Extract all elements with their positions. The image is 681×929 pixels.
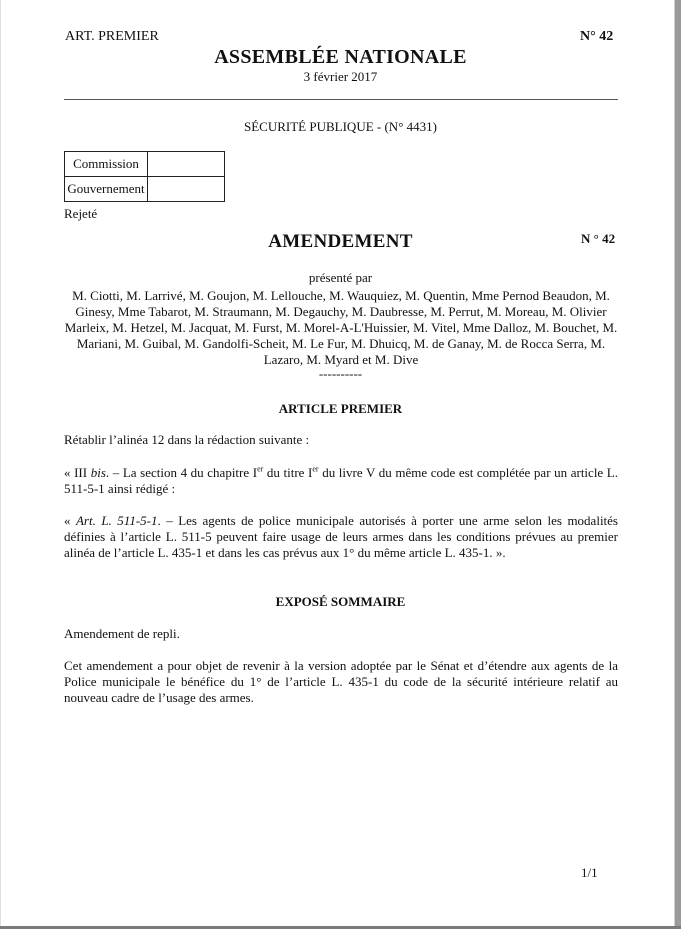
text-run: du titre I xyxy=(263,465,313,480)
article-label: ART. PREMIER xyxy=(65,29,159,44)
text-run: « III xyxy=(64,465,91,480)
document-date: 3 février 2017 xyxy=(303,69,378,84)
separator: ---------- xyxy=(318,366,363,381)
page-edge-left xyxy=(0,0,1,929)
assembly-title: ASSEMBLÉE NATIONALE xyxy=(214,46,467,68)
table-cell-value xyxy=(148,152,225,177)
presented-by: présenté par xyxy=(308,270,373,285)
authors-list: M. Ciotti, M. Larrivé, M. Goujon, M. Lellouche, M. Wauquiez, M. Quentin, Mme Pernod Beaudon, M. Ginesy, Mme Tabarot, M. Straumann, M. Degauchy, M. Daubresse, M. Perrut, M. Moreau, M. Olivier Marleix, M. Hetzel, M. Jacquat, M. Furst, M. Morel-A-L'Huissier, M. Vitel, Mme Dalloz, M. Bouchet, M. Mariani, M. Guibal, M. Gandolfi-Scheit, M. Le Fur, M. Dhuicq, M. de Ganay, M. de Rocca Serra, M. Lazaro, M. Myard et M. Dive xyxy=(64,288,618,367)
text-run: . – Les agents de police municipale autorisés à porter une arme selon les modalités définies à l’article L. 511-5 peuvent faire usage de leurs armes dans les conditions prévues au premier alinéa de l’article L. 435-1 et dans les cas prévus aux 1° du même article L. 435-1. ». xyxy=(64,513,618,560)
amendment-number: N ° 42 xyxy=(581,231,616,246)
table-cell-value xyxy=(148,177,225,202)
article-paragraph-2 xyxy=(64,513,618,561)
table-row xyxy=(65,152,225,177)
superscript: er xyxy=(257,464,264,474)
status-text: Rejeté xyxy=(64,206,98,221)
amendment-title: AMENDEMENT xyxy=(268,231,413,252)
text-run: du livre V du même code est complétée par un article L. 511-5-1 ainsi rédigé : xyxy=(64,465,618,496)
summary-heading: EXPOSÉ SOMMAIRE xyxy=(275,594,406,609)
header-rule xyxy=(64,99,618,100)
sort-table xyxy=(64,151,225,202)
article-intro: Rétablir l’alinéa 12 dans la rédaction suivante : xyxy=(64,432,310,447)
table-cell-label: Gouvernement xyxy=(65,177,148,202)
text-run-italic: Art. L. 511-5-1 xyxy=(75,513,158,528)
article-heading: ARTICLE PREMIER xyxy=(278,401,403,416)
bill-subject: SÉCURITÉ PUBLIQUE - (N° 4431) xyxy=(244,119,437,134)
table-row xyxy=(65,177,225,202)
page-number: 1/1 xyxy=(581,865,598,880)
superscript: er xyxy=(312,464,319,474)
summary-paragraph-2: Cet amendement a pour objet de revenir à la version adoptée par le Sénat et d’étendre aux agents de la Police municipale le bénéfice du 1° de l’article L. 435-1 du code de la sécurité intérieure relatif au nouveau cadre de l’usage des armes. xyxy=(64,658,618,705)
table-cell-label: Commission xyxy=(65,152,148,177)
text-run-italic: bis xyxy=(90,465,106,480)
text-run: « xyxy=(64,513,76,528)
article-paragraph-1 xyxy=(64,465,618,497)
summary-paragraph-1: Amendement de repli. xyxy=(64,626,180,641)
text-run: . – La section 4 du chapitre I xyxy=(105,465,258,480)
page-edge-right xyxy=(675,0,681,929)
amendment-number-top: N° 42 xyxy=(580,29,614,44)
